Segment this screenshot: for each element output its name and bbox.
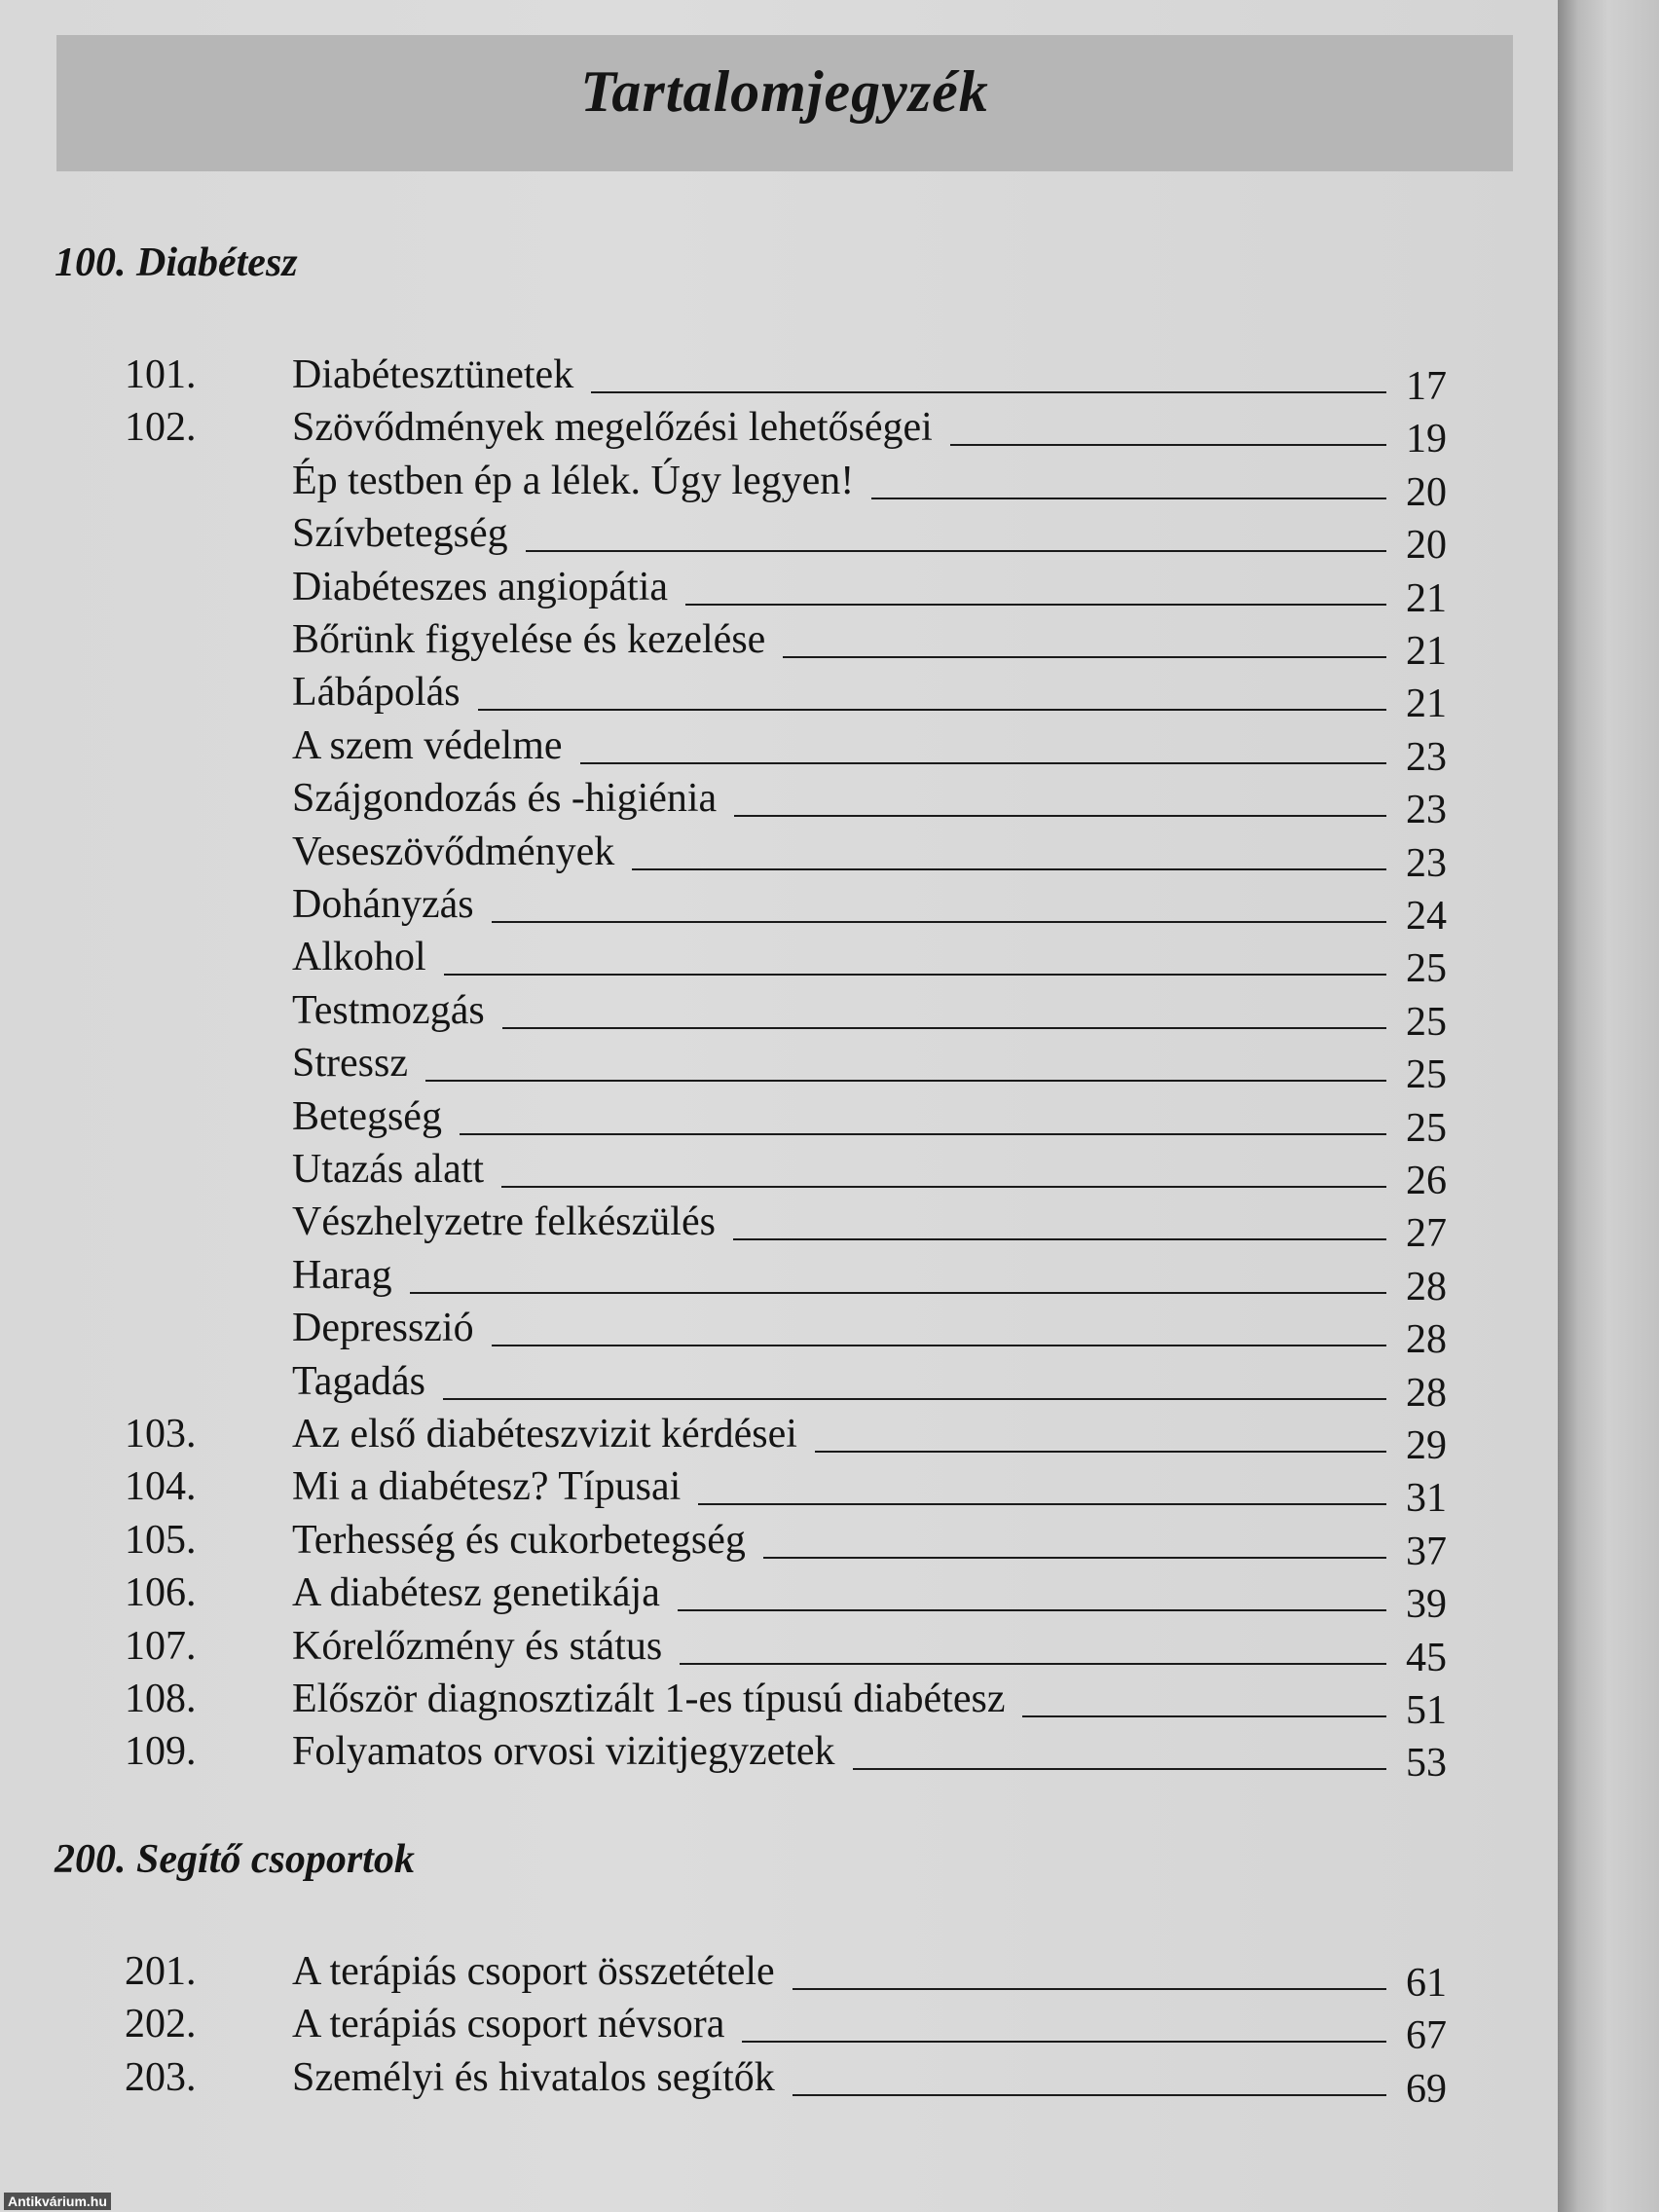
toc-entry-page: 25 (1406, 999, 1447, 1045)
toc-entry (0, 1455, 1558, 1522)
toc-entry-page: 25 (1406, 946, 1447, 992)
toc-entry-line (292, 1729, 1447, 1787)
toc-entry-page: 23 (1406, 788, 1447, 833)
toc-entry-line (292, 1093, 1447, 1151)
toc-entry-page: 21 (1406, 575, 1447, 621)
toc-entry-page: 29 (1406, 1423, 1447, 1468)
toc-entry-title: Vészhelyzetre felkészülés (292, 1199, 716, 1245)
toc-entry-line (292, 829, 1447, 886)
toc-entry-number: 108. (125, 1677, 197, 1721)
toc-entry-page: 28 (1406, 1264, 1447, 1309)
toc-entry-title: Ép testben ép a lélek. Úgy legyen! (292, 458, 855, 503)
toc-entry (0, 1939, 1558, 2006)
toc-entry-title: Veseszövődmények (292, 829, 615, 874)
toc-entry-title: Diabéteszes angiopátia (292, 564, 668, 609)
toc-entry (0, 555, 1558, 621)
toc-entry (0, 1614, 1558, 1680)
toc-entry-number: 106. (125, 1570, 197, 1616)
toc-entry-title: Betegség (292, 1093, 442, 1139)
toc-leader-line (950, 443, 1386, 446)
toc-entry-number: 105. (125, 1517, 197, 1563)
toc-entry-title: Személyi és hivatalos segítők (292, 2054, 775, 2100)
toc-leader-line (733, 1237, 1386, 1240)
toc-entry-title: A szem védelme (292, 722, 563, 768)
section-heading: 200. Segítő csoportok (55, 1837, 415, 1882)
toc-entry-title: A terápiás csoport névsora (292, 2002, 725, 2047)
toc-leader-line (678, 1608, 1386, 1611)
toc-entry (0, 1296, 1558, 1363)
toc-leader-line (492, 1344, 1386, 1346)
toc-entry-line (292, 1517, 1447, 1574)
toc-leader-line (502, 1026, 1386, 1029)
toc-entry (0, 1031, 1558, 1098)
toc-entry-line (292, 1147, 1447, 1203)
toc-entry-page: 67 (1406, 2013, 1447, 2059)
toc-leader-line (425, 1079, 1386, 1082)
toc-entry-page: 61 (1406, 1961, 1447, 2006)
toc-entry-page: 23 (1406, 840, 1447, 886)
toc-leader-line (783, 655, 1386, 658)
toc-entry-line (292, 935, 1447, 992)
toc-entry-number: 101. (125, 352, 197, 397)
toc-entry-line (292, 564, 1447, 621)
toc-entry (0, 395, 1558, 462)
toc-entry-line (292, 1949, 1447, 2006)
toc-entry (0, 1243, 1558, 1309)
toc-leader-line (478, 708, 1386, 711)
toc-entry-line (292, 1677, 1447, 1733)
section-heading: 100. Diabétesz (55, 240, 298, 285)
toc-entry-line (292, 511, 1447, 569)
toc-leader-line (1022, 1714, 1386, 1717)
toc-entry-title: Diabétesztünetek (292, 352, 574, 397)
toc-entry (0, 872, 1558, 939)
toc-entry-page: 21 (1406, 682, 1447, 727)
toc-entry-title: Testmozgás (292, 987, 485, 1033)
toc-entry-number: 102. (125, 405, 197, 451)
toc-entry-title: Utazás alatt (292, 1147, 485, 1192)
toc-entry-page: 45 (1406, 1635, 1447, 1680)
toc-entry-title: Tagadás (292, 1358, 425, 1404)
toc-entry (0, 1992, 1558, 2059)
toc-leader-line (871, 497, 1386, 499)
toc-entry-line (292, 617, 1447, 674)
toc-entry-line (292, 352, 1447, 409)
toc-entry-line (292, 1570, 1447, 1628)
watermark-label: Antikvárium.hu (4, 2193, 111, 2210)
toc-entry-title: A terápiás csoport összetétele (292, 1949, 775, 1994)
toc-entry-line (292, 987, 1447, 1045)
toc-leader-line (763, 1556, 1386, 1559)
toc-entry-page: 26 (1406, 1159, 1447, 1203)
toc-leader-line (793, 1987, 1386, 1990)
toc-leader-line (698, 1502, 1386, 1505)
toc-entry-page: 53 (1406, 1741, 1447, 1787)
toc-entry-number: 107. (125, 1623, 197, 1669)
toc-entry (0, 660, 1558, 727)
toc-entry (0, 1349, 1558, 1416)
toc-entry-line (292, 1252, 1447, 1309)
toc-entry (0, 1719, 1558, 1787)
toc-entry-line (292, 1358, 1447, 1416)
toc-entry-title: A diabétesz genetikája (292, 1570, 660, 1616)
toc-entry (0, 1561, 1558, 1628)
toc-entry-title: Lábápolás (292, 670, 461, 716)
page-title: Tartalomjegyzék (580, 59, 989, 124)
toc-entry-page: 20 (1406, 523, 1447, 569)
toc-entry-line (292, 1041, 1447, 1098)
toc-entry-title: Bőrünk figyelése és kezelése (292, 617, 766, 662)
toc-entry-page: 39 (1406, 1582, 1447, 1628)
toc-entry-line (292, 722, 1447, 780)
toc-entry-title: Harag (292, 1252, 392, 1298)
toc-entry (0, 978, 1558, 1045)
toc-entry-number: 203. (125, 2054, 197, 2100)
toc-entry-number: 109. (125, 1729, 197, 1775)
toc-entry-page: 17 (1406, 364, 1447, 409)
toc-entry-line (292, 2002, 1447, 2059)
toc-entry-page: 21 (1406, 629, 1447, 674)
toc-entry-line (292, 1623, 1447, 1680)
toc-entry-number: 201. (125, 1949, 197, 1994)
toc-leader-line (734, 814, 1386, 817)
toc-entry-line (292, 1306, 1447, 1363)
toc-entry (0, 608, 1558, 674)
toc-entry-page: 19 (1406, 417, 1447, 462)
toc-entry-title: Mi a diabétesz? Típusai (292, 1464, 682, 1510)
toc-entry-title: Kórelőzmény és státus (292, 1623, 663, 1669)
toc-entry-line (292, 1412, 1447, 1468)
toc-entry-line (292, 405, 1447, 462)
toc-leader-line (460, 1132, 1386, 1135)
toc-entry-line (292, 670, 1447, 727)
toc-entry (0, 1137, 1558, 1203)
toc-entry-line (292, 776, 1447, 833)
toc-entry (0, 343, 1558, 409)
toc-entry-page: 37 (1406, 1529, 1447, 1574)
toc-entry (0, 1508, 1558, 1574)
toc-leader-line (742, 2040, 1386, 2043)
toc-entry (0, 2046, 1558, 2112)
toc-leader-line (685, 603, 1386, 606)
toc-entry-title: Az első diabéteszvizit kérdései (292, 1412, 797, 1456)
toc-leader-line (680, 1662, 1386, 1665)
page-edge (1558, 0, 1659, 2212)
toc-entry-title: Szívbetegség (292, 511, 508, 557)
toc-leader-line (444, 973, 1386, 976)
toc-entry-title: Dohányzás (292, 882, 474, 927)
toc-entry-number: 202. (125, 2002, 197, 2047)
toc-entry-page: 27 (1406, 1211, 1447, 1257)
toc-entry-title: Alkohol (292, 935, 426, 980)
toc-entry-page: 24 (1406, 894, 1447, 939)
toc-leader-line (632, 867, 1386, 870)
toc-entry-page: 69 (1406, 2066, 1447, 2112)
toc-leader-line (492, 920, 1386, 923)
toc-leader-line (526, 549, 1386, 552)
toc-leader-line (410, 1291, 1386, 1294)
toc-entry-title: Depresszió (292, 1306, 474, 1351)
toc-entry-line (292, 882, 1447, 939)
toc-entry-page: 25 (1406, 1052, 1447, 1098)
toc-entry (0, 1190, 1558, 1257)
toc-entry (0, 1667, 1558, 1733)
toc-entry-number: 103. (125, 1412, 197, 1456)
toc-leader-line (793, 2093, 1386, 2096)
toc-entry (0, 1085, 1558, 1151)
toc-entry-title: Stressz (292, 1041, 408, 1087)
toc-entry-title: Terhesség és cukorbetegség (292, 1517, 746, 1563)
toc-entry-line (292, 1464, 1447, 1522)
toc-leader-line (580, 761, 1386, 764)
toc-entry-page: 20 (1406, 469, 1447, 515)
toc-entry-title: Folyamatos orvosi vizitjegyzetek (292, 1729, 835, 1775)
toc-entry-line (292, 2054, 1447, 2112)
toc-entry-title: Először diagnosztizált 1-es típusú diabétesz (292, 1677, 1006, 1721)
toc-entry (0, 820, 1558, 886)
toc-entry (0, 766, 1558, 833)
toc-entry-page: 28 (1406, 1317, 1447, 1363)
toc-leader-line (443, 1397, 1386, 1400)
toc-entry-page: 28 (1406, 1370, 1447, 1416)
toc-entry (0, 925, 1558, 992)
toc-leader-line (853, 1767, 1386, 1770)
toc-entry (0, 1402, 1558, 1468)
toc-entry-line (292, 458, 1447, 515)
toc-entry-page: 51 (1406, 1688, 1447, 1733)
toc-leader-line (591, 390, 1386, 393)
toc-entry-page: 23 (1406, 734, 1447, 780)
toc-entry-line (292, 1199, 1447, 1257)
toc-entry (0, 449, 1558, 515)
toc-leader-line (815, 1450, 1386, 1453)
toc-entry-page: 31 (1406, 1476, 1447, 1522)
toc-entry (0, 714, 1558, 780)
toc-leader-line (501, 1185, 1386, 1188)
toc-entry-number: 104. (125, 1464, 197, 1510)
toc-entry-title: Szövődmények megelőzési lehetőségei (292, 405, 933, 451)
toc-entry-title: Szájgondozás és -higiénia (292, 776, 718, 822)
toc-entry-page: 25 (1406, 1105, 1447, 1151)
toc-entry (0, 501, 1558, 569)
